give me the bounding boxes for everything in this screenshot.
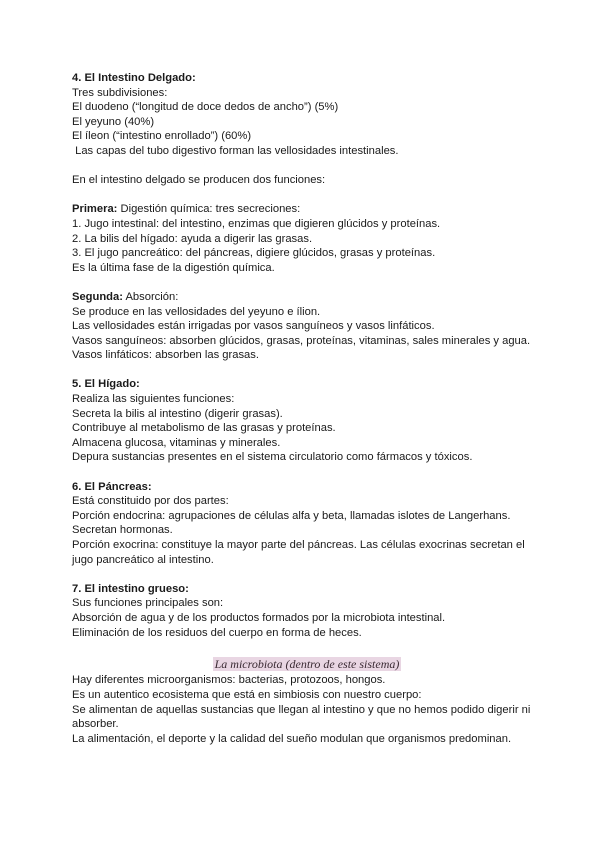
text-line: Secretan hormonas. bbox=[72, 524, 173, 537]
text-line: Sus funciones principales son: bbox=[72, 597, 224, 610]
text-line: Las capas del tubo digestivo forman las vellosidades intestinales. bbox=[72, 144, 399, 157]
text-paragraph: Porción exocrina: constituye la mayor parte del páncreas. Las células exocrinas secretan el jugo pancreático al intestino. bbox=[72, 539, 525, 566]
subsection-second bbox=[72, 290, 542, 305]
section-large-intestine bbox=[72, 582, 542, 640]
text-line: Porción endocrina: agrupaciones de células alfa y beta, llamadas islotes de Langerhans. bbox=[72, 509, 511, 522]
text-line: Realiza las siguientes funciones: bbox=[72, 393, 235, 406]
section-title: 5. El Hígado: bbox=[72, 378, 140, 391]
text-line: El íleon (“intestino enrollado”) (60%) bbox=[72, 130, 252, 143]
section-title: 6. El Páncreas: bbox=[72, 480, 152, 493]
section-small-intestine bbox=[72, 71, 542, 363]
text-line: Las vellosidades están irrigadas por vasos sanguíneos y vasos linfáticos. bbox=[72, 320, 435, 333]
text-line: Es un autentico ecosistema que está en simbiosis con nuestro cuerpo: bbox=[72, 688, 422, 701]
microbiota-title: La microbiota (dentro de este sistema) bbox=[214, 656, 400, 671]
microbiota-heading bbox=[72, 657, 542, 673]
subsection-label: Primera: bbox=[72, 203, 118, 216]
text-line: 2. La bilis del hígado: ayuda a digerir las grasas. bbox=[72, 232, 313, 245]
text-line: Almacena glucosa, vitaminas y minerales. bbox=[72, 436, 281, 449]
section-title: 4. El Intestino Delgado: bbox=[72, 72, 196, 84]
text-line: En el intestino delgado se producen dos funciones: bbox=[72, 174, 326, 187]
subsection-text: Absorción: bbox=[122, 290, 179, 303]
subsection-label: Segunda: bbox=[72, 290, 123, 303]
text-line: Se produce en las vellosidades del yeyuno e ílion. bbox=[72, 305, 321, 318]
text-line: Depura sustancias presentes en el sistema circulatorio como fármacos y tóxicos. bbox=[72, 451, 473, 464]
text-line: Absorción de agua y de los productos formados por la microbiota intestinal. bbox=[72, 611, 446, 624]
text-line: Vasos linfáticos: absorben las grasas. bbox=[72, 349, 259, 362]
text-line: Vasos sanguíneos: absorben glúcidos, grasas, proteínas, vitaminas, sales minerales y agua. bbox=[72, 334, 531, 347]
section-microbiota bbox=[72, 657, 542, 747]
document-content bbox=[72, 71, 542, 746]
text-line: Es la última fase de la digestión química. bbox=[72, 261, 275, 274]
subsection-text: Digestión química: tres secreciones: bbox=[117, 203, 301, 216]
text-line: El duodeno (“longitud de doce dedos de ancho”) (5%) bbox=[72, 101, 339, 114]
text-line: Eliminación de los residuos del cuerpo en forma de heces. bbox=[72, 626, 362, 639]
text-line: La alimentación, el deporte y la calidad del sueño modulan que organismos predominan. bbox=[72, 732, 512, 745]
text-line: Hay diferentes microorganismos: bacterias, protozoos, hongos. bbox=[72, 674, 386, 687]
text-line: 1. Jugo intestinal: del intestino, enzimas que digieren glúcidos y proteínas. bbox=[72, 217, 441, 230]
text-line: Tres subdivisiones: bbox=[72, 86, 168, 99]
text-line: Está constituido por dos partes: bbox=[72, 495, 229, 508]
subsection-first bbox=[72, 202, 542, 217]
text-line: Contribuye al metabolismo de las grasas y proteínas. bbox=[72, 422, 336, 435]
text-line: Secreta la bilis al intestino (digerir grasas). bbox=[72, 407, 283, 420]
text-line: 3. El jugo pancreático: del páncreas, digiere glúcidos, grasas y proteínas. bbox=[72, 247, 436, 260]
text-line: El yeyuno (40%) bbox=[72, 115, 155, 128]
text-paragraph: Se alimentan de aquellas sustancias que llegan al intestino y que no hemos podido digerir ni absorber. bbox=[72, 703, 531, 731]
section-title: 7. El intestino grueso: bbox=[72, 582, 189, 595]
section-liver bbox=[72, 377, 542, 465]
section-pancreas bbox=[72, 480, 542, 568]
